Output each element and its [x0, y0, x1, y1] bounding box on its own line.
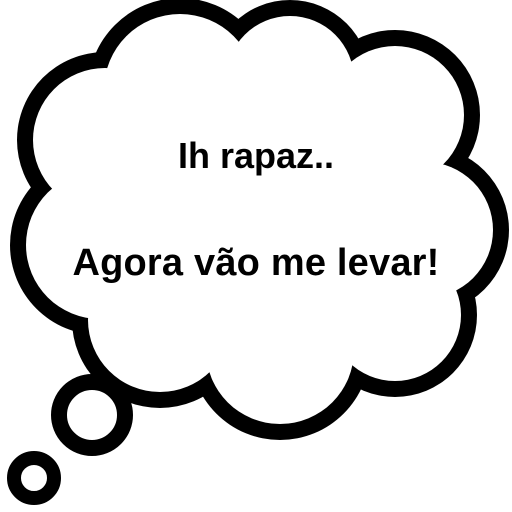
thought-trail-large-circle-icon: [59, 382, 125, 448]
thought-trail-small-circle-icon: [14, 458, 54, 498]
thought-text-line-2: Agora vão me levar!: [72, 242, 440, 284]
thought-text-line-1: Ih rapaz..: [177, 135, 335, 176]
